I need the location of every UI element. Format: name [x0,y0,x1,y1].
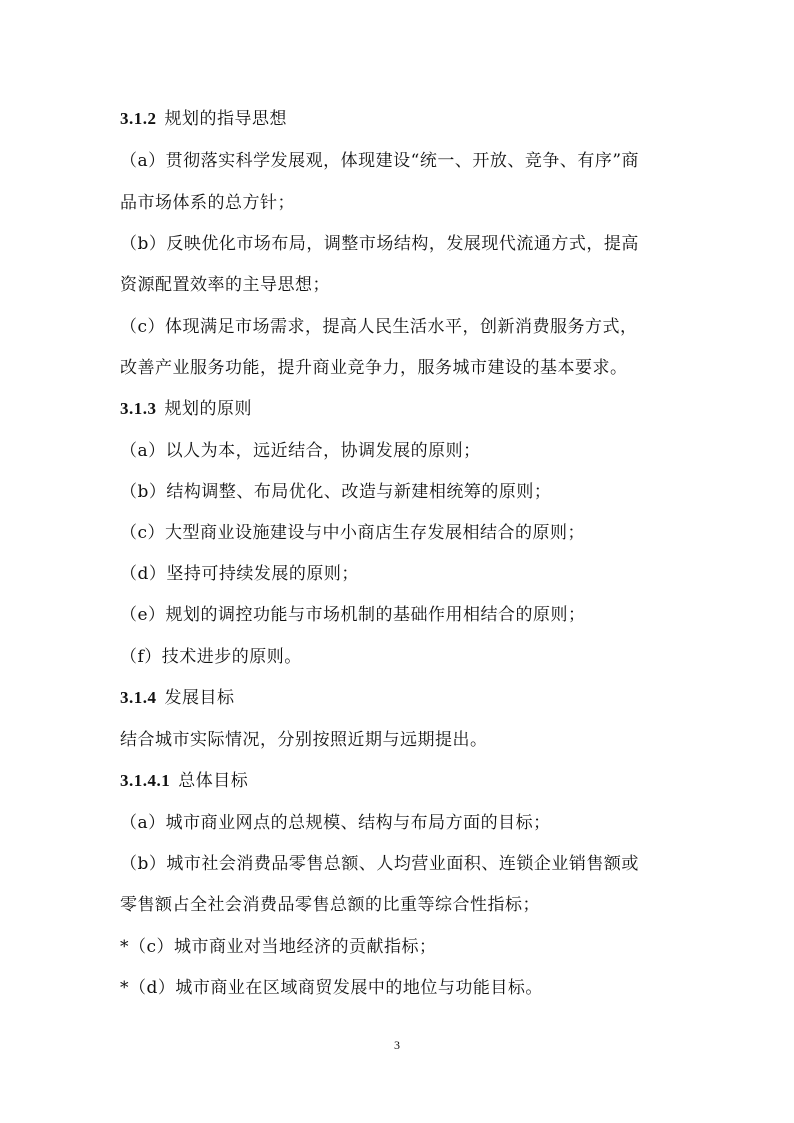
heading-3-1-3 [120,398,252,420]
heading-text: 规划的原则 [164,399,252,419]
paragraph-line: （f）技术进步的原则。 [120,647,302,667]
paragraph-line: （b）城市社会消费品零售总额、人均营业面积、连锁企业销售额或 [120,854,639,874]
heading-3-1-4-1 [120,770,248,792]
heading-number: 3.1.3 [120,399,157,418]
heading-text: 发展目标 [164,688,235,708]
paragraph-line: 结合城市实际情况，分别按照近期与远期提出。 [120,730,488,750]
paragraph-line: （a）城市商业网点的总规模、结构与布局方面的目标； [120,813,551,833]
heading-3-1-2 [120,108,287,130]
paragraph-line: （a）以人为本，远近结合，协调发展的原则； [120,441,481,461]
paragraph-line: （e）规划的调控功能与市场机制的基础作用相结合的原则； [120,605,586,625]
paragraph-line: （b）反映优化市场布局，调整市场结构，发展现代流通方式，提高 [120,234,639,254]
paragraph-line: 资源配置效率的主导思想； [120,275,330,295]
paragraph-line: 品市场体系的总方针； [120,193,295,213]
paragraph-line: （c）大型商业设施建设与中小商店生存发展相结合的原则； [120,523,586,543]
heading-number: 3.1.2 [120,109,157,128]
paragraph-line: （b）结构调整、布局优化、改造与新建相统筹的原则； [120,482,552,502]
paragraph-line: 改善产业服务功能，提升商业竞争力，服务城市建设的基本要求。 [120,358,628,378]
heading-number: 3.1.4.1 [120,771,171,790]
page-number: 3 [394,1038,400,1052]
heading-3-1-4 [120,687,235,709]
heading-number: 3.1.4 [120,688,157,707]
paragraph-line: *（d）城市商业在区域商贸发展中的地位与功能目标。 [120,978,543,998]
heading-text: 规划的指导思想 [164,109,287,129]
paragraph-line: （a）贯彻落实科学发展观，体现建设“统一、开放、竞争、有序”商 [120,151,640,171]
paragraph-line: *（c）城市商业对当地经济的贡献指标； [120,937,437,957]
heading-text: 总体目标 [178,771,249,791]
paragraph-line: 零售额占全社会消费品零售总额的比重等综合性指标； [120,895,540,915]
paragraph-line: （c）体现满足市场需求，提高人民生活水平，创新消费服务方式， [120,317,638,337]
paragraph-line: （d）坚持可持续发展的原则； [120,564,359,584]
